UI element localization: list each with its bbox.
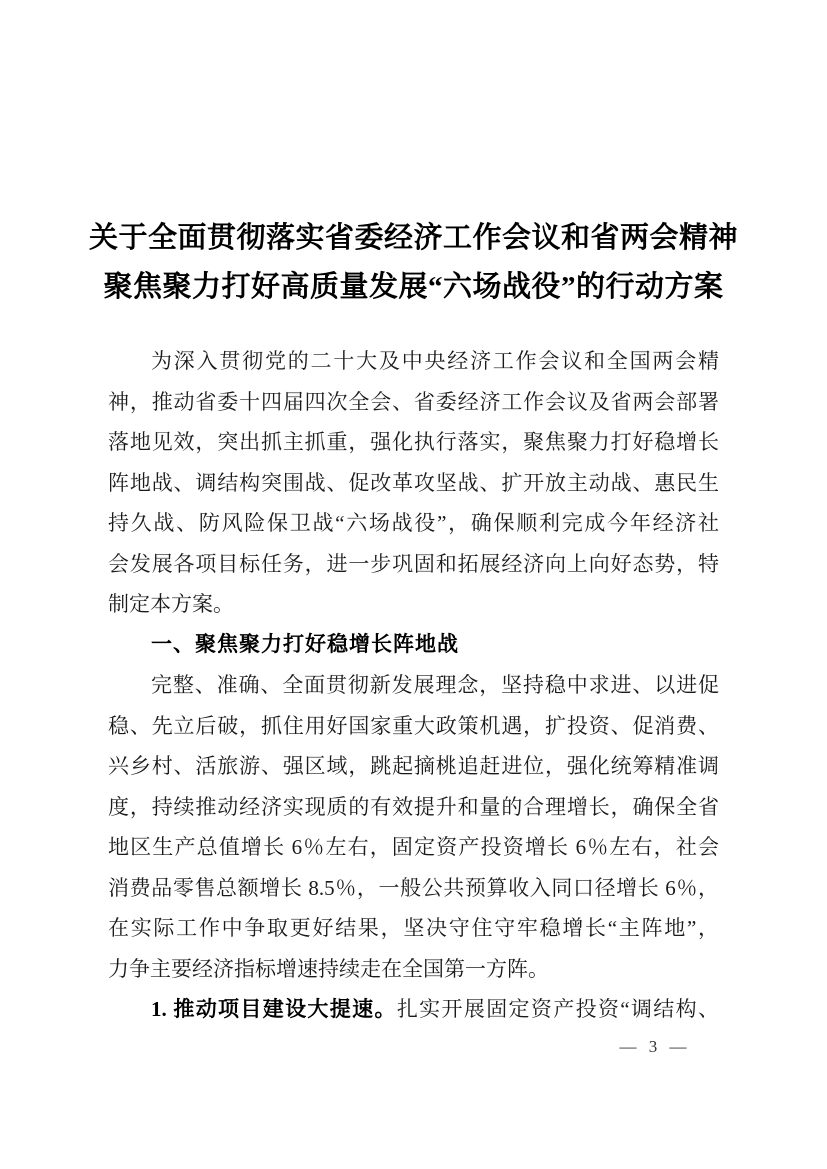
numbered-item-lead: 1. 推动项目建设大提速。 xyxy=(151,997,397,1021)
section1-heading: 一、聚焦聚力打好稳增长阵地战 xyxy=(151,632,459,656)
numbered-item-line xyxy=(108,989,719,1030)
document-title-line-2: 聚焦聚力打好高质量发展“六场战役”的行动方案 xyxy=(103,271,724,303)
paragraph1-line: 制定本方案。 xyxy=(108,592,234,616)
paragraph2-line: 在实际工作中争取更好结果，坚决守住守牢稳增长“主阵地”， xyxy=(108,916,719,940)
document-title xyxy=(40,214,787,312)
paragraph1-line: 阵地战、调结构突围战、促改革攻坚战、扩开放主动战、惠民生 xyxy=(108,470,719,495)
paragraph1-line: 会发展各项目标任务，进一步巩固和拓展经济向上向好态势，特 xyxy=(108,551,719,576)
paragraph1-line: 持久战、防风险保卫战“六场战役”，确保顺利完成今年经济社 xyxy=(108,511,719,535)
document-title-line-1: 关于全面贯彻落实省委经济工作会议和省两会精神 xyxy=(88,222,738,254)
page-number: — 3 — xyxy=(619,1037,691,1056)
document-body xyxy=(108,341,719,1030)
paragraph2-line: 地区生产总值增长 6％左右，固定资产投资增长 6％左右，社会 xyxy=(108,835,719,859)
paragraph2-line: 稳、先立后破，抓住用好国家重大政策机遇，扩投资、促消费、 xyxy=(108,713,719,738)
paragraph1-line: 为深入贯彻党的二十大及中央经济工作会议和全国两会精 xyxy=(151,349,719,373)
paragraph1-line: 落地见效，突出抓主抓重，强化执行落实，聚焦聚力打好稳增长 xyxy=(108,430,719,454)
paragraph2-line: 消费品零售总额增长 8.5％，一般公共预算收入同口径增长 6％， xyxy=(108,875,719,900)
paragraph1-line: 神，推动省委十四届四次全会、省委经济工作会议及省两会部署 xyxy=(108,389,719,414)
paragraph2-line: 完整、准确、全面贯彻新发展理念，坚持稳中求进、以进促 xyxy=(151,673,719,697)
paragraph2-line: 兴乡村、活旅游、强区域，跳起摘桃追赶进位，强化统筹精准调 xyxy=(108,754,719,778)
paragraph2-line: 度，持续推动经济实现质的有效提升和量的合理增长，确保全省 xyxy=(108,794,719,819)
paragraph2-line: 力争主要经济指标增速持续走在全国第一方阵。 xyxy=(108,956,549,981)
numbered-item-text: 扎实开展固定资产投资“调结构、 xyxy=(396,997,720,1021)
